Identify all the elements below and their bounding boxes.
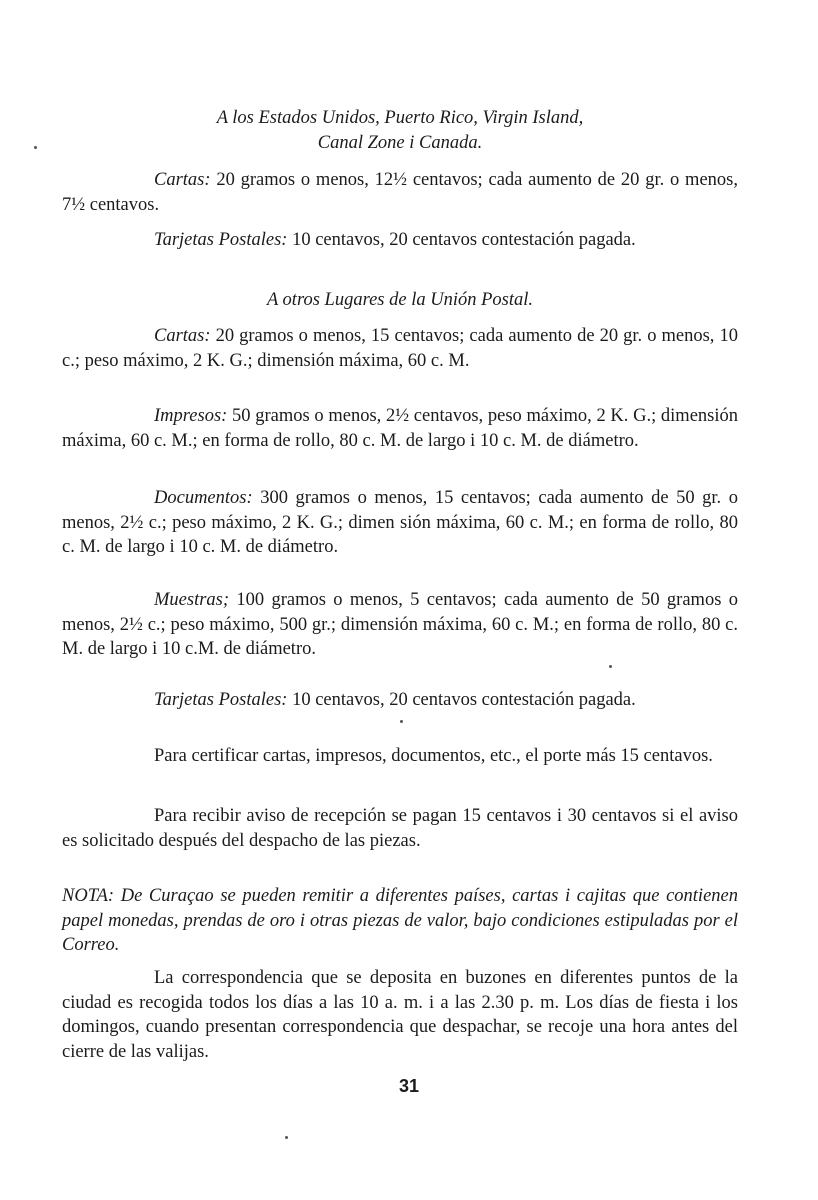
tarjetas-label: Tarjetas Postales: — [154, 690, 288, 710]
cartas-text: 20 gramos o menos, 12½ centavos; cada aumento de 20 gr. o menos, 7½ centavos. — [62, 170, 738, 215]
impresos-text: 50 gramos o menos, 2½ centavos, peso máximo, 2 K. G.; dimensión máxima, 60 c. M.; en forma de rollo, 80 c. M. de largo i 10 c. M. de diámetro. — [62, 406, 738, 451]
cartas-label: Cartas: — [154, 326, 211, 346]
paragraph-cartas-americas — [62, 168, 738, 217]
cartas-text: 20 gramos o menos, 15 centavos; cada aumento de 20 gr. o menos, 10 c.; peso máximo, 2 K. G.; dimensión máxima, 60 c. M. — [62, 326, 738, 371]
cartas-label: Cartas: — [154, 170, 211, 190]
paragraph-buzones: La correspondencia que se deposita en buzones en diferentes puntos de la ciudad es recogida todos los días a las 10 a. m. i a las 2.30 p. m. Los días de fiesta i los domingos, cuando presentan correspondencia que despachar, se recoje una hora antes del cierre de las valijas. — [62, 968, 738, 1062]
paragraph-aviso-recepcion: Para recibir aviso de recepción se pagan 15 centavos i 30 centavos si el aviso es solicitado después del despacho de las piezas. — [62, 806, 738, 851]
tarjetas-text: 10 centavos, 20 centavos contestación pagada. — [287, 690, 636, 710]
paragraph-impresos — [62, 404, 738, 453]
page-number: 31 — [398, 1076, 420, 1096]
paper-speck — [285, 1136, 288, 1139]
heading-line-1: A los Estados Unidos, Puerto Rico, Virgin Island, — [216, 108, 584, 128]
section-heading-union-postal: A otros Lugares de la Unión Postal. — [266, 290, 534, 310]
impresos-label: Impresos: — [154, 406, 228, 426]
paragraph-nota: NOTA: De Curaçao se pueden remitir a diferentes países, cartas i cajitas que contienen papel monedas, prendas de oro i otras piezas de valor, bajo condiciones estipuladas por el Correo. — [62, 886, 738, 955]
paper-speck — [400, 720, 403, 723]
muestras-text: 100 gramos o menos, 5 centavos; cada aumento de 50 gramos o menos, 2½ c.; peso máximo, 500 gr.; dimensión máxima, 60 c. M.; en forma de rollo, 80 c. M. de largo i 10 c.M. de diámetro. — [62, 590, 738, 659]
heading-line-2: Canal Zone i Canada. — [317, 132, 483, 153]
paper-speck — [34, 146, 37, 149]
paper-speck — [609, 665, 612, 668]
section-heading-americas — [62, 106, 738, 155]
tarjetas-label: Tarjetas Postales: — [154, 230, 288, 250]
paragraph-cartas-union — [62, 324, 738, 373]
paragraph-tarjetas-americas — [62, 228, 738, 253]
paragraph-muestras — [62, 588, 738, 662]
paragraph-documentos — [62, 486, 738, 560]
documentos-text: 300 gramos o menos, 15 centavos; cada aumento de 50 gr. o menos, 2½ c.; peso máximo, 2 K. G.; dimen sión máxima, 60 c. M.; en forma de rollo, 80 c. M. de largo i 10 c. M. de diámetro. — [62, 488, 738, 557]
tarjetas-text: 10 centavos, 20 centavos contestación pagada. — [287, 230, 636, 250]
paragraph-certificar: Para certificar cartas, impresos, documentos, etc., el porte más 15 centavos. — [154, 746, 713, 766]
documentos-label: Documentos: — [154, 488, 253, 508]
paragraph-tarjetas-union — [62, 688, 738, 713]
muestras-label: Muestras; — [154, 590, 230, 610]
